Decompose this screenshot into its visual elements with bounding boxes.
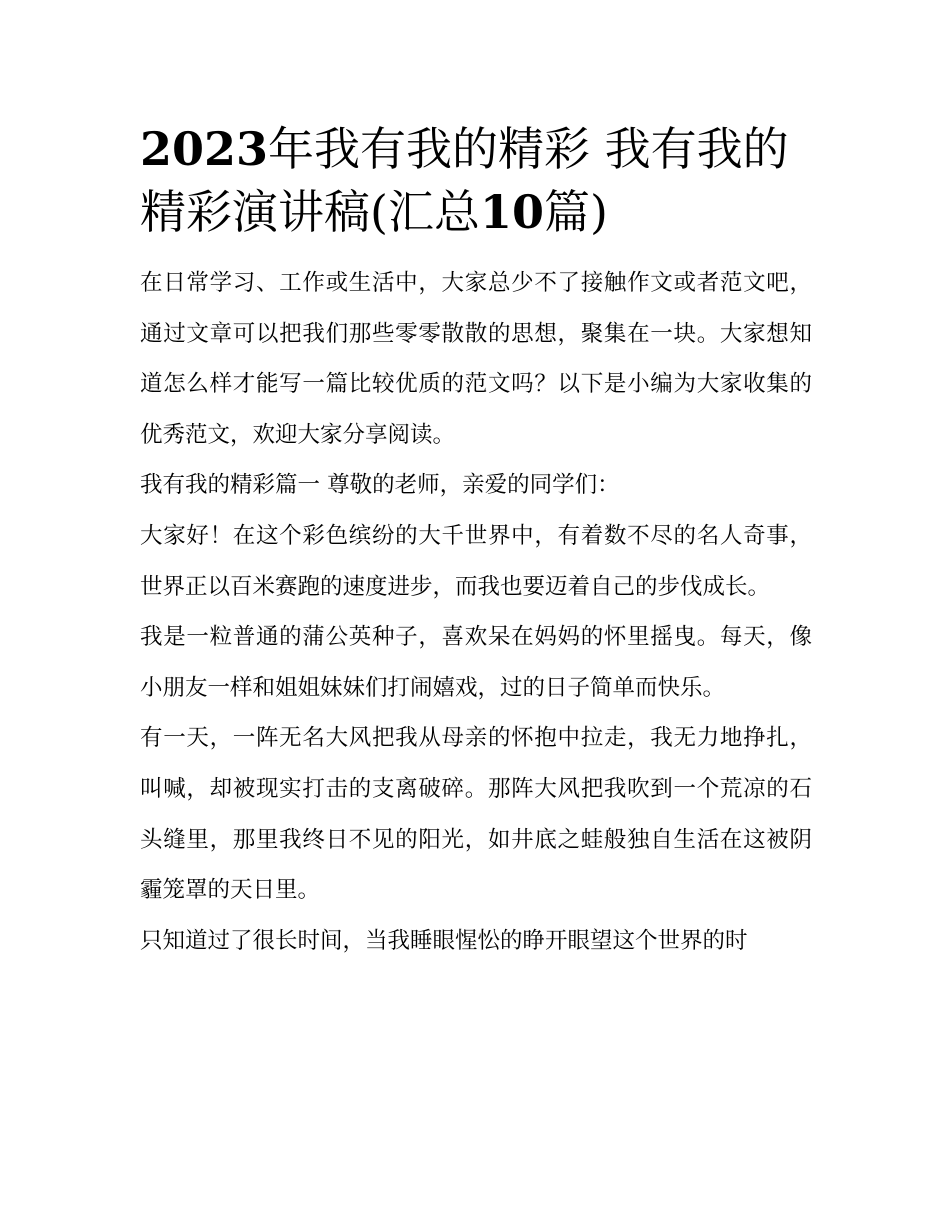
document-body (140, 258, 812, 966)
body-paragraph: 大家好！在这个彩色缤纷的大千世界中，有着数不尽的名人奇事，世界正以百米赛跑的速度进步，而我也要迈着自己的步伐成长。 (140, 522, 812, 600)
intro-paragraph: 在日常学习、工作或生活中，大家总少不了接触作文或者范文吧，通过文章可以把我们那些零零散散的思想，聚集在一块。大家想知道怎么样才能写一篇比较优质的范文吗？以下是小编为大家收集的优秀范文，欢迎大家分享阅读。 (140, 270, 812, 448)
document-page (140, 118, 812, 966)
title-number: 10 (479, 185, 544, 239)
body-paragraph: 只知道过了很长时间，当我睡眼惺忪的睁开眼望这个世界的时 (140, 927, 748, 954)
document-title: 2023年我有我的精彩 我有我的精彩演讲稿(汇总10篇) (140, 122, 789, 239)
section-heading-line: 我有我的精彩篇一 尊敬的老师，亲爱的同学们： (140, 472, 620, 499)
body-paragraph: 我是一粒普通的蒲公英种子，喜欢呆在妈妈的怀里摇曳。每天，像小朋友一样和姐姐妹妹们打闹嬉戏，过的日子简单而快乐。 (140, 624, 812, 701)
title-number: 2023 (140, 122, 269, 176)
body-paragraph: 有一天，一阵无名大风把我从母亲的怀抱中拉走，我无力地挣扎，叫喊，却被现实打击的支离破碎。那阵大风把我吹到一个荒凉的石头缝里，那里我终日不见的阳光，如井底之蛙般独自生活在这被阴霾笼罩的天日里。 (140, 725, 812, 904)
